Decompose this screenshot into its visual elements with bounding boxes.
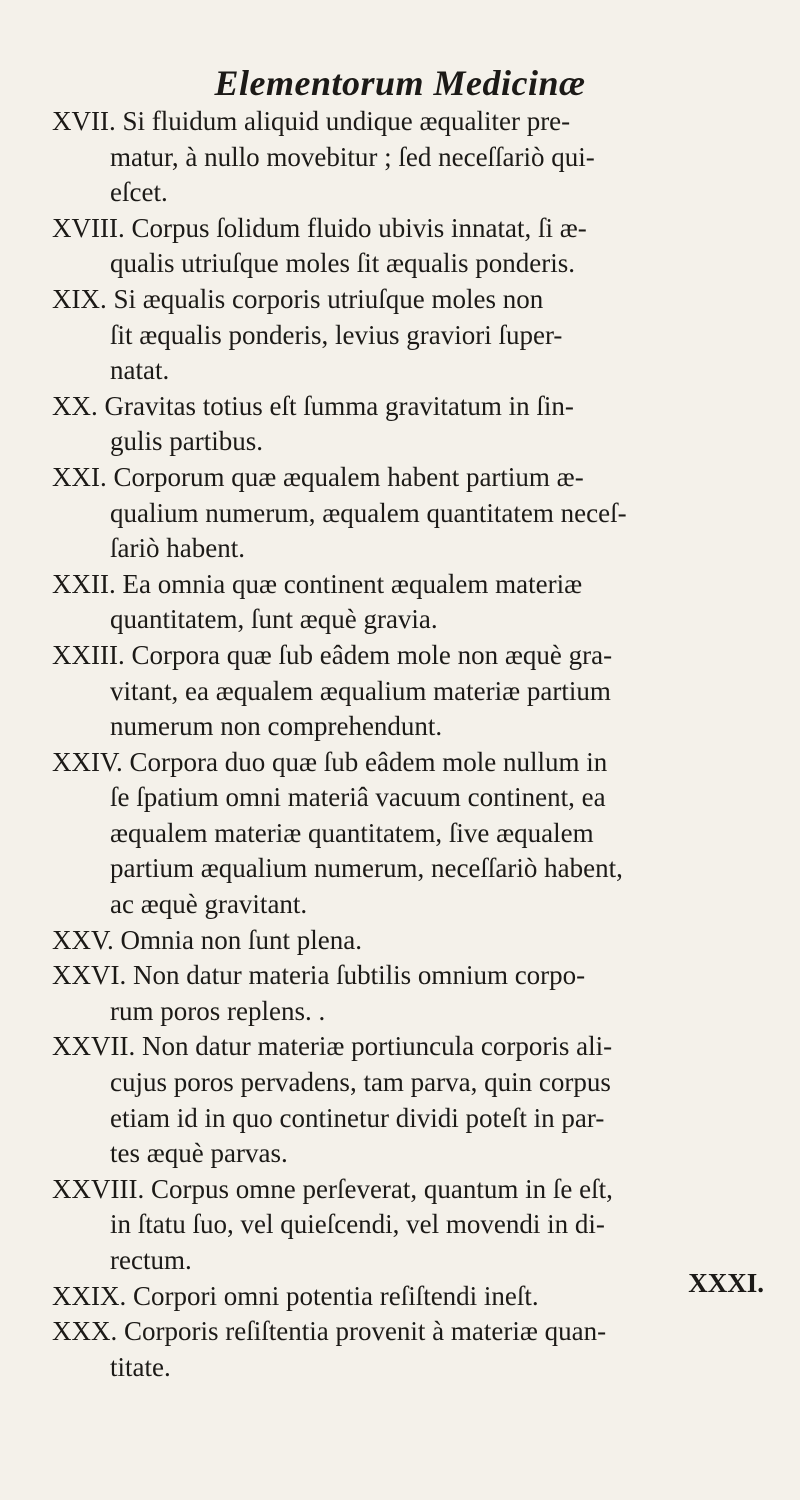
paragraph-continuation-line xyxy=(52,531,772,567)
paragraph-xxiii xyxy=(52,638,772,745)
paragraph-first-line xyxy=(52,958,772,994)
line-text: Non datur materia ſubtilis omnium corpo- xyxy=(133,960,586,991)
paragraph-first-line xyxy=(52,1172,772,1208)
paragraph-first-line xyxy=(52,460,772,496)
paragraph-first-line xyxy=(52,1314,772,1350)
paragraph-number: XXX. xyxy=(52,1316,118,1347)
paragraph-xviii xyxy=(52,211,772,282)
paragraph-number: XIX. xyxy=(52,283,107,314)
paragraph-first-line xyxy=(52,923,772,959)
paragraph-first-line xyxy=(52,389,772,425)
paragraph-number: XXIX. xyxy=(52,1280,127,1311)
line-text: Si æqualis corporis utriuſque moles non xyxy=(113,283,544,314)
line-text: Corporum quæ æqualem habent partium æ- xyxy=(113,461,584,492)
line-text: natat. xyxy=(110,355,170,386)
paragraph-xxviii xyxy=(52,1172,772,1279)
paragraph-continuation-line xyxy=(52,816,772,852)
paragraph-first-line xyxy=(52,1029,772,1065)
paragraph-first-line xyxy=(52,282,772,318)
paragraph-continuation-line xyxy=(52,1207,772,1243)
line-text: cujus poros pervadens, tam parva, quin corpus xyxy=(110,1067,611,1098)
paragraph-xxvii xyxy=(52,1029,772,1171)
paragraph-xix xyxy=(52,282,772,389)
paragraph-number: XXIII. xyxy=(52,639,125,670)
line-text: qualis utriuſque moles ſit æqualis ponderis. xyxy=(110,248,575,279)
paragraph-continuation-line xyxy=(52,1243,772,1279)
running-head: Elementorum Medicinæ xyxy=(214,63,586,103)
paragraph-first-line xyxy=(52,567,772,603)
line-text: vitant, ea æqualem æqualium materiæ partium xyxy=(110,675,611,706)
line-text: ſe ſpatium omni materiâ vacuum continent, ea xyxy=(110,782,606,813)
paragraph-number: XXVI. xyxy=(52,960,127,991)
line-text: Gravitas totius eſt ſumma gravitatum in ſin- xyxy=(104,390,574,421)
paragraph-continuation-line xyxy=(52,140,772,176)
line-text: Corpus ſolidum fluido ubivis innatat, ſi æ- xyxy=(131,212,587,243)
line-text: titate. xyxy=(110,1351,171,1382)
line-text: ac æquè gravitant. xyxy=(110,889,308,920)
paragraph-xxix xyxy=(52,1279,772,1315)
line-text: quantitatem, ſunt æquè gravia. xyxy=(110,604,438,635)
paragraph-xxx xyxy=(52,1314,772,1385)
paragraph-number: XX. xyxy=(52,390,98,421)
line-text: etiam id in quo continetur dividi poteſt in par- xyxy=(110,1102,605,1133)
paragraph-xxi xyxy=(52,460,772,567)
line-text: æqualem materiæ quantitatem, ſive æqualem xyxy=(110,817,594,848)
paragraph-continuation-line xyxy=(52,994,772,1030)
paragraph-continuation-line xyxy=(52,318,772,354)
paragraph-continuation-line xyxy=(52,1136,772,1172)
paragraph-number: XXII. xyxy=(52,568,116,599)
line-text: qualium numerum, æqualem quantitatem neceſ- xyxy=(110,497,627,528)
line-text: Corpora duo quæ ſub eâdem mole nullum in xyxy=(129,746,608,777)
paragraph-continuation-line xyxy=(52,424,772,460)
line-text: Corporis reſiſtentia provenit à materiæ quan- xyxy=(124,1316,607,1347)
line-text: ſariò habent. xyxy=(110,533,245,564)
paragraph-continuation-line xyxy=(52,353,772,389)
line-text: partium æqualium numerum, neceſſariò habent, xyxy=(110,853,623,884)
line-text: eſcet. xyxy=(110,177,168,208)
paragraph-continuation-line xyxy=(52,1101,772,1137)
paragraph-number: XVII. xyxy=(52,106,116,136)
paragraph-continuation-line xyxy=(52,246,772,282)
paragraph-xxiv xyxy=(52,745,772,923)
paragraph-number: XXV. xyxy=(52,924,114,955)
paragraph-number: XXIV. xyxy=(52,746,123,777)
paragraph-continuation-line xyxy=(52,496,772,532)
paragraph-xx xyxy=(52,389,772,460)
paragraph-first-line xyxy=(52,104,772,140)
paragraph-continuation-line xyxy=(52,851,772,887)
line-text: matur, à nullo movebitur ; ſed neceſſariò qui- xyxy=(110,141,595,172)
line-text: Corpora quæ ſub eâdem mole non æquè gra- xyxy=(131,639,613,670)
paragraph-continuation-line xyxy=(52,175,772,211)
paragraph-number: XVIII. xyxy=(52,212,125,243)
paragraph-xvii xyxy=(52,104,772,211)
paragraph-number: XXVII. xyxy=(52,1031,136,1062)
paragraph-xxv xyxy=(52,923,772,959)
line-text: in ſtatu ſuo, vel quieſcendi, vel movendi in di- xyxy=(110,1209,605,1240)
line-text: Corpus omne perſeverat, quantum in ſe eſt, xyxy=(150,1173,613,1204)
paragraph-xxii xyxy=(52,567,772,638)
paragraph-continuation-line xyxy=(52,709,772,745)
line-text: Omnia non ſunt plena. xyxy=(120,924,362,955)
line-text: numerum non comprehendunt. xyxy=(110,711,443,742)
paragraph-xxvi xyxy=(52,958,772,1029)
paragraph-first-line xyxy=(52,745,772,781)
line-text: Ea omnia quæ continent æqualem materiæ xyxy=(122,568,583,599)
line-text: gulis partibus. xyxy=(110,426,263,457)
line-text: Corpori omni potentia reſiſtendi ineſt. xyxy=(133,1280,539,1311)
paragraph-number: XXI. xyxy=(52,461,107,492)
paragraph-continuation-line xyxy=(52,1350,772,1386)
paragraph-continuation-line xyxy=(52,1065,772,1101)
paragraph-first-line xyxy=(52,1279,772,1315)
line-text: ſit æqualis ponderis, levius graviori ſuper- xyxy=(110,319,563,350)
line-text: tes æquè parvas. xyxy=(110,1138,288,1169)
line-text: rum poros replens. . xyxy=(110,995,326,1026)
line-text: Non datur materiæ portiuncula corporis ali- xyxy=(141,1031,613,1062)
paragraph-first-line xyxy=(52,638,772,674)
line-text: rectum. xyxy=(110,1245,192,1275)
paragraph-first-line xyxy=(52,211,772,247)
line-text: Si fluidum aliquid undique æqualiter pre- xyxy=(122,106,571,136)
paragraph-continuation-line xyxy=(52,780,772,816)
paragraph-number: XXVIII. xyxy=(52,1173,145,1204)
catchword: XXXI. xyxy=(688,1268,764,1298)
paragraph-continuation-line xyxy=(52,887,772,923)
body-text xyxy=(52,104,772,1385)
paragraph-continuation-line xyxy=(52,602,772,638)
paragraph-continuation-line xyxy=(52,674,772,710)
